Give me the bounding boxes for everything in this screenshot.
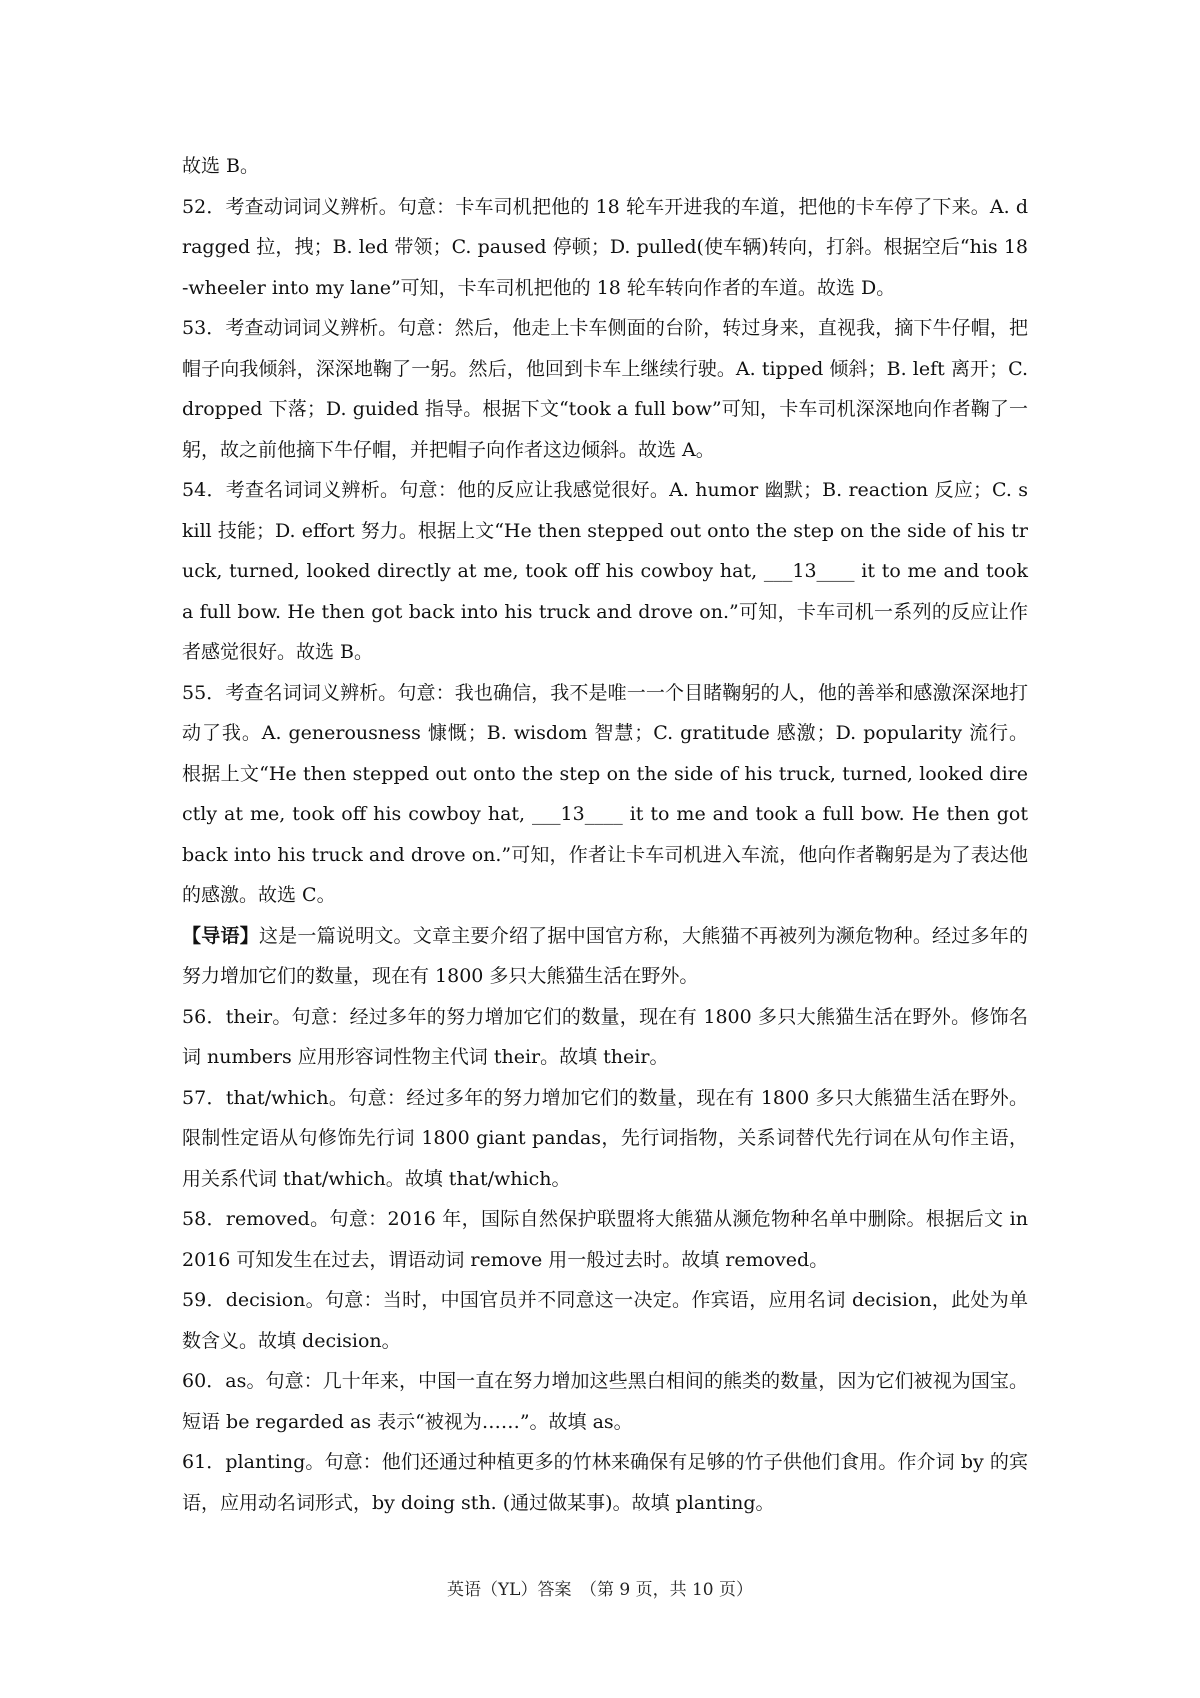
answer-paragraph: 57．that/which。句意：经过多年的努力增加它们的数量，现在有 1800 多只大熊猫生活在野外。限制性定语从句修饰先行词 1800 giant pandas，先行词指物，关系词替代先行词在从句作主语，用关系代词 that/which。故填 that/which。 [182, 1086, 1028, 1190]
lead-tag: 【导语】 [182, 924, 259, 947]
lead-paragraph [182, 916, 1028, 997]
lead-text: 这是一篇说明文。文章主要介绍了据中国官方称，大熊猫不再被列为濒危物种。经过多年的努力增加它们的数量，现在有 1800 多只大熊猫生活在野外。 [182, 924, 1028, 987]
answer-paragraph: 61．planting。句意：他们还通过种植更多的竹林来确保有足够的竹子供他们食用。作介词 by 的宾语，应用动名词形式，by doing sth. (通过做某事)。故填 planting。 [182, 1451, 1028, 1514]
answer-paragraph: 故选 B。 [182, 155, 260, 177]
answer-paragraph: 60．as。句意：几十年来，中国一直在努力增加这些黑白相间的熊类的数量，因为它们被视为国宝。短语 be regarded as 表示“被视为……”。故填 as。 [182, 1370, 1028, 1433]
answer-paragraph: 56．their。句意：经过多年的努力增加它们的数量，现在有 1800 多只大熊猫生活在野外。修饰名词 numbers 应用形容词性物主代词 their。故填 their。 [182, 1005, 1028, 1068]
answer-paragraph: 52．考查动词词义辨析。句意：卡车司机把他的 18 轮车开进我的车道，把他的卡车停了下来。A. dragged 拉，拽；B. led 带领；C. paused 停顿；D. pulled(使车辆)转向，打斜。根据空后“his 18-wheeler into my lane”可知，卡车司机把他的 18 轮车转向作者的车道。故选 D。 [182, 195, 1028, 299]
answer-paragraph: 53．考查动词词义辨析。句意：然后，他走上卡车侧面的台阶，转过身来，直视我，摘下牛仔帽，把帽子向我倾斜，深深地鞠了一躬。然后，他回到卡车上继续行驶。A. tipped 倾斜；B. left 离开；C. dropped 下落；D. guided 指导。根据下文“took a full bow”可知，卡车司机深深地向作者鞠了一躬，故之前他摘下牛仔帽，并把帽子向作者这边倾斜。故选 A。 [182, 317, 1028, 461]
answer-paragraph: 58．removed。句意：2016 年，国际自然保护联盟将大熊猫从濒危物种名单中删除。根据后文 in 2016 可知发生在过去，谓语动词 remove 用一般过去时。故填 removed。 [182, 1208, 1028, 1271]
page-footer: 英语（YL）答案 （第 9 页，共 10 页） [446, 1580, 754, 1600]
page-body [182, 146, 1028, 1523]
answer-paragraph: 54．考查名词词义辨析。句意：他的反应让我感觉很好。A. humor 幽默；B. reaction 反应；C. skill 技能；D. effort 努力。根据上文“He then stepped out onto the step on the side of his truck, turned, looked directly at me, took off his cowboy hat, ___13____ it to me and took a full bow. He then got back into his truck and drove on.”可知，卡车司机一系列的反应让作者感觉很好。故选 B。 [182, 479, 1028, 663]
answer-paragraph: 55．考查名词词义辨析。句意：我也确信，我不是唯一一个目睹鞠躬的人，他的善举和感激深深地打动了我。A. generousness 慷慨；B. wisdom 智慧；C. gratitude 感激；D. popularity 流行。根据上文“He then stepped out onto the step on the side of his truck, turned, looked directly at me, took off his cowboy hat, ___13____ it to me and took a full bow. He then got back into his truck and drove on.”可知，作者让卡车司机进入车流，他向作者鞠躬是为了表达他的感激。故选 C。 [182, 681, 1028, 906]
answer-paragraph: 59．decision。句意：当时，中国官员并不同意这一决定。作宾语，应用名词 decision，此处为单数含义。故填 decision。 [182, 1289, 1028, 1352]
